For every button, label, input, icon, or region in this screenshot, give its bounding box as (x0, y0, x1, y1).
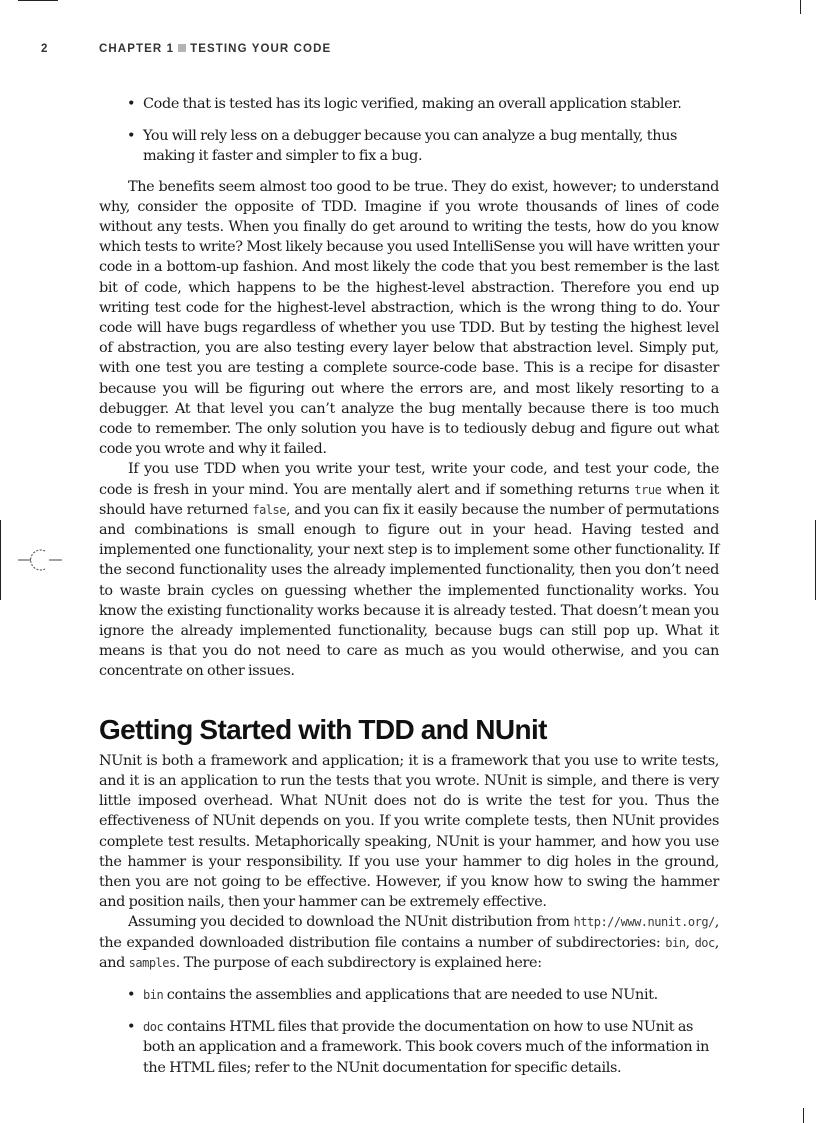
directory-bullet-list (99, 985, 719, 1078)
list-item (99, 126, 719, 166)
registration-mark-icon (18, 545, 62, 575)
bullet-icon: • (127, 986, 136, 1003)
code-doc-item: doc (143, 1020, 164, 1035)
crop-mark-bottom-right (803, 1108, 804, 1123)
bullet-text: contains HTML files that provide the documentation on how to use NUnit as both an application and a framework. This book covers much of the information in the HTML files; refer to the NUnit documentation for specific details. (143, 1019, 710, 1076)
list-item (99, 1017, 719, 1078)
running-header (99, 43, 331, 55)
code-doc: doc (694, 935, 715, 950)
bullet-text: Code that is tested has its logic verified, making an overall application stabler. (143, 96, 682, 112)
crop-mark-top-left (18, 0, 58, 1)
nunit-url: http://www.nunit.org/ (573, 915, 715, 930)
list-item (99, 985, 719, 1005)
paragraph-download: Assuming you decided to download the NUnit distribution from http://www.nunit.org/, the expanded downloaded distribution file contains a number of subdirectories: bin, doc, and samples. The purpose of each subdirectory is explained here: (99, 914, 719, 971)
page-number: 2 (41, 43, 48, 55)
bullet-text: You will rely less on a debugger because you can analyze a bug mentally, thus making it faster and simpler to fix a bug. (143, 128, 678, 165)
code-true: true (634, 482, 662, 497)
bullet-icon: • (127, 1019, 136, 1036)
code-false: false (252, 502, 286, 517)
bullet-text: contains the assemblies and applications that are needed to use NUnit. (163, 986, 658, 1003)
bullet-icon: • (127, 96, 136, 112)
page-body (99, 94, 719, 1078)
code-bin-item: bin (143, 987, 164, 1002)
crop-mark-left (0, 520, 1, 600)
paragraph-nunit-intro: NUnit is both a framework and application; it is a framework that you use to write tests, and it is an application to run the tests that you wrote. NUnit is simple, and there is very little imposed overhead. What NUnit does not do is write the test for you. Thus the effectiveness of NUnit depends on you. If you write complete tests, then NUnit provides complete test results. Metaphorically speaking, NUnit is your hammer, and how you use the hammer is your responsibility. If you use your hammer to dig holes in the ground, then you are not going to be effective. However, if you know how to swing the hammer and position nails, then your hammer can be extremely effective. (99, 752, 719, 911)
crop-mark-top-right (800, 0, 801, 14)
list-item (99, 94, 719, 114)
chapter-title: TESTING YOUR CODE (190, 43, 332, 55)
code-bin: bin (665, 935, 686, 950)
bullet-icon: • (127, 128, 136, 145)
code-samples: samples (128, 955, 176, 970)
separator-square-icon (178, 44, 186, 52)
paragraph-benefits: The benefits seem almost too good to be true. They do exist, however; to understand why, consider the opposite of TDD. Imagine if you wrote thousands of lines of code without any tests. When you finally do get around to writing the tests, how do you know which tests to write? Most likely because you used IntelliSense you will have written your code in a bottom-up fashion. And most likely the code that you best remember is the last bit of code, which happens to be the highest-level abstraction. Therefore you end up writing test code for the highest-level abstraction, which is the wrong thing to do. Your code will have bugs regardless of whether you use TDD. But by testing the highest level of abstraction, you are also testing every layer below that abstraction level. Simply put, with one test you are testing a complete source-code base. This is a recipe for disaster because you will be figuring out where the errors are, and most likely resorting to a debugger. At that level you can’t analyze the bug mentally because there is too much code to remember. The only solution you have is to tediously debug and figure out what code you wrote and why it failed. (99, 178, 719, 458)
section-heading: Getting Started with TDD and NUnit (99, 713, 547, 745)
intro-bullet-list (99, 94, 719, 167)
paragraph-tdd-fresh: If you use TDD when you write your test, write your code, and test your code, the code is fresh in your mind. You are mentally alert and if something returns true when it should have returned false, and you can fix it easily because the number of permutations and combinations is small enough to figure out in your head. Having tested and implemented one functionality, your next step is to implement some other functionality. If the second functionality uses the already implemented functionality, then you don’t need to waste brain cycles on guessing whether the implemented functionality works. You know the existing functionality works because it is already tested. That doesn’t mean you ignore the already implemented functionality, because bugs can still pop up. What it means is that you do not need to care as much as you would otherwise, and you can concentrate on other issues. (99, 461, 719, 680)
chapter-label: CHAPTER 1 (99, 43, 175, 55)
